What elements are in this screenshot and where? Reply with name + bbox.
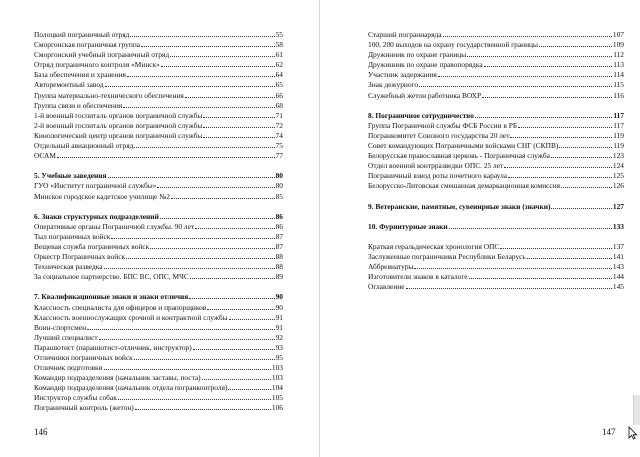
toc-gap <box>368 212 624 222</box>
toc-entry-page: 124 <box>612 161 624 171</box>
toc-entry-title: Парашютист (парашютист-отличник, инструктор) <box>34 342 192 352</box>
toc-entry-title: Оперативные органы Пограничной службы. 90 лет <box>34 221 195 231</box>
toc-entry[interactable] <box>368 50 624 60</box>
toc-entry-page: 80 <box>275 181 283 191</box>
toc-entry[interactable] <box>368 70 624 80</box>
toc-leader-dots <box>467 50 612 57</box>
toc-entry-title: Полоцкий пограничный отряд <box>34 30 130 39</box>
toc-leader-dots <box>104 262 275 269</box>
toc-entry-title: Техническая разведка <box>34 262 103 272</box>
toc-entry-page: 144 <box>612 272 624 282</box>
toc-entry-page: 112 <box>613 50 624 60</box>
toc-entry-title: За социальное партнерство. БПС ВС, ОПС, МЧС <box>34 272 189 282</box>
toc-entry-title: Дружинник по охране границы <box>368 50 467 60</box>
toc-leader-dots <box>126 252 274 259</box>
toc-entry[interactable] <box>368 272 624 282</box>
toc-leader-dots <box>203 111 274 118</box>
toc-entry[interactable] <box>34 303 283 313</box>
toc-entry-page: 87 <box>275 231 283 241</box>
toc-entry-page: 66 <box>275 90 283 100</box>
toc-entry-page: 123 <box>612 151 624 161</box>
toc-entry-page: 61 <box>275 50 283 60</box>
toc-entry-page: 113 <box>613 60 624 70</box>
toc-leader-dots <box>469 272 612 279</box>
toc-leader-dots <box>190 272 275 279</box>
toc-entry-page: 89 <box>275 272 283 282</box>
toc-leader-dots <box>105 80 275 87</box>
toc-entry-title: Группа Пограничной службы ФСБ России в РБ <box>368 120 518 130</box>
toc-entry[interactable] <box>368 252 624 262</box>
toc-entry[interactable] <box>34 232 283 242</box>
toc-entry[interactable] <box>34 353 283 363</box>
toc-leader-dots <box>203 131 274 138</box>
toc-entry[interactable] <box>368 121 624 131</box>
toc-entry-title: Воин-спортсмен <box>34 322 87 332</box>
toc-entry-title: Погранкомитет Союзного государства 20 лет <box>368 130 510 140</box>
toc-entry[interactable] <box>368 141 624 151</box>
toc-leader-dots <box>118 393 271 400</box>
toc-leader-dots <box>228 383 270 390</box>
toc-entry-title: Отдельный авиационный отряд <box>34 141 134 151</box>
toc-leader-dots <box>449 222 612 229</box>
toc-leader-dots <box>87 323 275 330</box>
toc-entry[interactable] <box>368 282 624 292</box>
toc-entry-page: 90 <box>275 292 283 302</box>
toc-entry-title: ГУО «Институт пограничной службы» <box>34 181 157 191</box>
scrollbar[interactable] <box>633 395 640 425</box>
toc-entry-title: База обеспечения и хранения <box>34 70 126 80</box>
toc-entry-page: 85 <box>275 191 283 201</box>
toc-entry-page: 87 <box>275 241 283 251</box>
toc-entry-page: 104 <box>271 383 283 393</box>
toc-leader-dots <box>500 242 612 249</box>
toc-leader-dots <box>195 222 275 229</box>
toc-entry-title: Минское городское кадетское училище №2 <box>34 191 170 201</box>
toc-entry-page: 105 <box>271 393 283 403</box>
toc-leader-dots <box>561 181 612 188</box>
toc-entry-page: 126 <box>612 181 624 191</box>
toc-entry-title: Старший пограннаряда <box>368 30 442 39</box>
toc-entry-title: 8. Пограничное сотрудничество <box>368 110 474 120</box>
toc-leader-dots <box>134 141 274 148</box>
toc-entry-page: 74 <box>275 130 283 140</box>
mouse-cursor-icon <box>628 426 638 440</box>
toc-entry[interactable] <box>34 333 283 343</box>
toc-entry-page: 137 <box>612 241 624 251</box>
toc-entry[interactable] <box>34 323 283 333</box>
toc-entry-title: 6. Знаки структурных подразделений <box>34 211 159 221</box>
toc-entry-title: Сморгонская пограничная группа <box>34 40 141 50</box>
toc-entry[interactable] <box>34 50 283 60</box>
toc-leader-dots <box>123 101 274 108</box>
toc-section-heading[interactable] <box>34 292 283 302</box>
toc-entry-page: 141 <box>612 252 624 262</box>
toc-entry-title: Отличник подготовки <box>34 363 103 373</box>
toc-entry-title: Оглавление <box>368 282 405 292</box>
toc-leader-dots <box>185 91 275 98</box>
toc-entry[interactable] <box>34 363 283 373</box>
toc-entry-page: 92 <box>275 332 283 342</box>
toc-leader-dots <box>141 40 275 47</box>
toc-entry[interactable] <box>368 91 624 101</box>
toc-section-heading[interactable] <box>368 222 624 232</box>
toc-entry[interactable] <box>34 373 283 383</box>
toc-entry-page: 117 <box>613 110 624 120</box>
toc-leader-dots <box>539 40 612 47</box>
toc-entry-page: 58 <box>275 40 283 50</box>
toc-gap <box>34 282 283 292</box>
toc-leader-dots <box>559 141 612 148</box>
toc-leader-dots <box>551 151 612 158</box>
toc-entry-title: Аббревиатуры <box>368 262 414 272</box>
toc-entry-page: 88 <box>275 262 283 272</box>
toc-entry-title: Отряд пограничного контроля «Минск» <box>34 60 160 70</box>
toc-entry-title: 5. Учебные заведения <box>34 171 107 181</box>
toc-entry-page: 109 <box>612 40 624 50</box>
toc-entry[interactable] <box>34 141 283 151</box>
toc-entry-title: Знак дежурного <box>368 80 419 90</box>
toc-leader-dots <box>438 70 612 77</box>
toc-entry[interactable] <box>34 252 283 262</box>
left-page-number: 146 <box>34 427 48 437</box>
toc-section-heading[interactable] <box>368 111 624 121</box>
toc-entry[interactable] <box>368 242 624 252</box>
toc-leader-dots <box>193 343 275 350</box>
toc-entry[interactable] <box>368 131 624 141</box>
toc-leader-dots <box>134 353 275 360</box>
toc-leader-dots <box>203 121 274 128</box>
toc-entry-title: Дружинник по охране правопорядка <box>368 60 483 70</box>
toc-entry-page: 127 <box>612 201 624 211</box>
toc-entry[interactable] <box>34 393 283 403</box>
toc-entry-page: 125 <box>612 171 624 181</box>
toc-entry[interactable] <box>34 111 283 121</box>
toc-entry-title: 9. Ветеранские, памятные, сувенирные знаки (значки) <box>368 201 551 211</box>
toc-leader-dots <box>135 403 271 410</box>
toc-entry-page: 72 <box>275 120 283 130</box>
toc-entry[interactable] <box>368 80 624 90</box>
toc-entry[interactable] <box>34 70 283 80</box>
toc-entry-title: Изготовители знаков в каталоге <box>368 272 468 282</box>
toc-entry-page: 119 <box>613 141 624 151</box>
toc-gap <box>34 161 283 171</box>
toc-entry-page: 145 <box>612 282 624 292</box>
toc-leader-dots <box>108 171 275 178</box>
left-toc <box>34 30 283 414</box>
toc-entry-page: 80 <box>275 171 283 181</box>
toc-entry-title: Сморгонский учебный пограничный отряд <box>34 50 170 60</box>
toc-entry-title: Инструктор службы собак <box>34 393 117 403</box>
toc-entry-page: 91 <box>275 312 283 322</box>
toc-leader-dots <box>130 30 274 37</box>
toc-entry-title: Лучший специалист <box>34 332 98 342</box>
toc-entry-title: Командир подразделения (начальник заставы, поста) <box>34 373 201 383</box>
toc-entry-title: Белорусская православная церковь - Пограничная служба <box>368 151 550 161</box>
toc-entry-title: Отличники пограничных войск <box>34 353 133 362</box>
toc-entry-title: Авторемонтный завод <box>34 80 104 90</box>
toc-entry-title: Группа материально-технического обеспечения <box>34 90 184 100</box>
toc-entry[interactable] <box>34 30 283 40</box>
toc-leader-dots <box>510 131 612 138</box>
toc-entry-page: 107 <box>612 30 624 39</box>
toc-entry-title: ОСАМ <box>34 151 56 161</box>
toc-entry-page: 117 <box>613 120 624 130</box>
toc-leader-dots <box>170 50 275 57</box>
toc-entry[interactable] <box>34 343 283 353</box>
toc-entry-page: 114 <box>613 70 624 80</box>
toc-entry[interactable] <box>34 91 283 101</box>
toc-gap <box>368 101 624 111</box>
toc-leader-dots <box>229 313 275 320</box>
toc-leader-dots <box>150 242 274 249</box>
toc-leader-dots <box>406 282 612 289</box>
toc-entry[interactable] <box>34 192 283 202</box>
toc-entry[interactable] <box>34 101 283 111</box>
toc-section-heading[interactable] <box>34 171 283 181</box>
toc-entry-title: 10. Фурнитурные знаки <box>368 221 448 231</box>
toc-entry[interactable] <box>368 30 624 40</box>
toc-entry[interactable] <box>368 60 624 70</box>
toc-entry-title: 1-й военный госпиталь органов пограничной службы <box>34 110 203 120</box>
toc-entry[interactable] <box>34 383 283 393</box>
toc-entry[interactable] <box>34 403 283 413</box>
toc-entry-page: 77 <box>275 151 283 161</box>
toc-entry[interactable] <box>34 313 283 323</box>
toc-leader-dots <box>482 91 612 98</box>
right-page <box>320 0 640 457</box>
toc-leader-dots <box>157 181 274 188</box>
toc-entry-title: 2-й военный госпиталь органов пограничной службы <box>34 120 203 130</box>
toc-entry[interactable] <box>368 40 624 50</box>
toc-entry[interactable] <box>34 131 283 141</box>
toc-entry-page: 68 <box>275 100 283 110</box>
toc-entry-page: 86 <box>275 211 283 221</box>
toc-leader-dots <box>207 303 274 310</box>
toc-leader-dots <box>161 60 275 67</box>
toc-entry[interactable] <box>368 161 624 171</box>
toc-leader-dots <box>127 70 275 77</box>
toc-entry-title: Кинологический центр органов пограничной службы <box>34 130 203 140</box>
toc-entry[interactable] <box>368 151 624 161</box>
toc-entry[interactable] <box>34 151 283 161</box>
toc-entry[interactable] <box>34 222 283 232</box>
toc-entry-page: 106 <box>271 403 283 413</box>
toc-entry-title: Вещевая служба пограничных войск <box>34 241 150 251</box>
toc-entry-page: 64 <box>275 70 283 80</box>
toc-entry-title: 100, 200 выходов на охрану государственной границы <box>368 40 538 50</box>
toc-entry-title: Классность военнослужащих срочной и контрактной службы <box>34 312 228 322</box>
toc-entry-page: 71 <box>275 110 283 120</box>
toc-leader-dots <box>443 30 612 37</box>
toc-leader-dots <box>504 161 612 168</box>
toc-gap <box>368 232 624 242</box>
toc-leader-dots <box>551 202 611 209</box>
right-page-number: 147 <box>602 427 616 437</box>
toc-entry-page: 86 <box>275 221 283 231</box>
toc-leader-dots <box>518 121 612 128</box>
toc-leader-dots <box>99 333 275 340</box>
toc-entry-page: 115 <box>613 80 624 90</box>
toc-entry-title: Служебный жетон работника ВОХР <box>368 90 482 100</box>
toc-section-heading[interactable] <box>34 212 283 222</box>
toc-entry-title: Пограничный контроль (жетон) <box>34 403 134 413</box>
toc-entry[interactable] <box>34 272 283 282</box>
toc-entry-page: 65 <box>275 80 283 90</box>
toc-entry-title: Совет командующих Пограничными войсками СНГ (СКПВ) <box>368 141 559 151</box>
toc-entry-page: 143 <box>612 262 624 272</box>
toc-leader-dots <box>414 262 611 269</box>
toc-leader-dots <box>189 292 274 299</box>
toc-entry[interactable] <box>368 171 624 181</box>
toc-entry-title: Тыл пограничных войск <box>34 231 111 241</box>
toc-entry[interactable] <box>368 181 624 191</box>
toc-entry-page: 103 <box>271 363 283 373</box>
toc-leader-dots <box>171 192 275 199</box>
toc-entry-title: Группа связи и обеспечения <box>34 100 123 110</box>
toc-entry-page: 91 <box>275 322 283 332</box>
toc-entry-title: Краткая геральдическая хронология ОПС <box>368 241 500 251</box>
toc-entry-page: 103 <box>271 373 283 383</box>
toc-entry-page: 88 <box>275 252 283 262</box>
toc-leader-dots <box>475 111 612 118</box>
toc-entry[interactable] <box>34 181 283 191</box>
toc-gap <box>34 202 283 212</box>
toc-entry-page: 75 <box>275 141 283 151</box>
toc-entry-page: 119 <box>613 130 624 140</box>
toc-entry-title: Командир подразделения (начальник отдела погранконтроля) <box>34 383 228 393</box>
toc-entry-title: Отдел военной контрразведки ОПС. 25 лет <box>368 161 504 171</box>
toc-entry-title: Оркестр Пограничных войск <box>34 252 126 262</box>
toc-leader-dots <box>160 212 275 219</box>
toc-entry[interactable] <box>368 262 624 272</box>
toc-leader-dots <box>57 151 275 158</box>
toc-entry[interactable] <box>34 242 283 252</box>
toc-entry[interactable] <box>34 40 283 50</box>
toc-entry[interactable] <box>34 60 283 70</box>
toc-entry-title: Пограничный взвод роты почетного караула <box>368 171 508 181</box>
toc-entry-page: 62 <box>275 60 283 70</box>
toc-entry[interactable] <box>34 80 283 90</box>
toc-leader-dots <box>484 60 612 67</box>
toc-entry[interactable] <box>34 262 283 272</box>
toc-entry-page: 90 <box>275 302 283 312</box>
toc-leader-dots <box>202 373 271 380</box>
toc-leader-dots <box>508 171 612 178</box>
toc-entry-title: Классность специалиста для офицеров и прапорщиков <box>34 302 207 312</box>
toc-entry-title: Участник задержания <box>368 70 437 80</box>
toc-entry[interactable] <box>34 121 283 131</box>
toc-entry-title: Белорусско-Литовская смешанная демаркационная комиссия <box>368 181 561 191</box>
toc-entry-page: 133 <box>612 221 624 231</box>
toc-entry-page: 95 <box>275 353 283 362</box>
toc-leader-dots <box>419 80 612 87</box>
toc-entry-title: Заслуженные пограничники Республики Беларусь <box>368 252 526 262</box>
toc-entry-page: 93 <box>275 342 283 352</box>
toc-entry-page: 55 <box>275 30 283 39</box>
toc-leader-dots <box>111 232 274 239</box>
toc-entry-title: 7. Квалификационные знаки и знаки отличия <box>34 292 189 302</box>
toc-section-heading[interactable] <box>368 202 624 212</box>
toc-leader-dots <box>104 363 271 370</box>
right-toc <box>368 30 624 292</box>
toc-leader-dots <box>527 252 612 259</box>
toc-gap <box>368 192 624 202</box>
toc-entry-page: 116 <box>613 90 624 100</box>
